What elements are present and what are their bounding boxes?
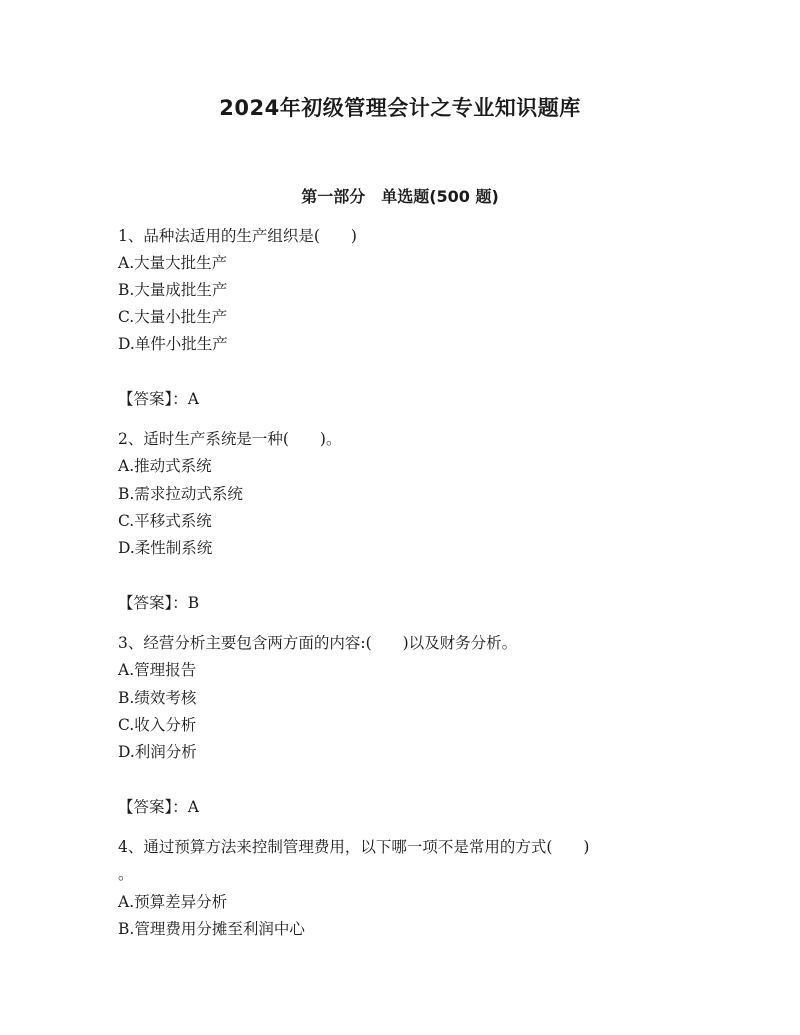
- question-3-stem: 3、经营分析主要包含两方面的内容:( )以及财务分析。: [118, 634, 518, 652]
- question-4-stem: 4、通过预算方法来控制管理费用，以下哪一项不是常用的方式( ): [118, 838, 590, 856]
- question-3-option-d: D.利润分析: [118, 743, 197, 761]
- question-1-option-a: A.大量大批生产: [118, 254, 228, 272]
- question-1-option-c: C.大量小批生产: [118, 308, 228, 326]
- question-4-option-b: B.管理费用分摊至利润中心: [118, 920, 305, 938]
- question-4-option-a: A.预算差异分析: [118, 893, 228, 911]
- question-2-stem: 2、适时生产系统是一种( )。: [118, 430, 342, 448]
- question-3-answer: 【答案】：A: [118, 798, 199, 816]
- question-1-option-d: D.单件小批生产: [118, 335, 228, 353]
- question-1-stem: 1、品种法适用的生产组织是( ): [118, 227, 357, 245]
- question-3-option-a: A.管理报告: [118, 661, 197, 679]
- question-1-answer: 【答案】：A: [118, 390, 199, 408]
- question-2-answer: 【答案】：B: [118, 594, 200, 612]
- question-2-option-c: C.平移式系统: [118, 512, 212, 530]
- question-2-option-a: A.推动式系统: [118, 457, 212, 475]
- question-4-stem-continuation: 。: [118, 865, 134, 883]
- question-2-option-d: D.柔性制系统: [118, 539, 213, 557]
- question-3-option-c: C.收入分析: [118, 716, 197, 734]
- question-1-option-b: B.大量成批生产: [118, 281, 228, 299]
- section-title: 第一部分 单选题(500 题): [301, 187, 499, 206]
- question-3-option-b: B.绩效考核: [118, 689, 197, 707]
- page-title: 2024年初级管理会计之专业知识题库: [219, 96, 581, 120]
- question-2-option-b: B.需求拉动式系统: [118, 485, 243, 503]
